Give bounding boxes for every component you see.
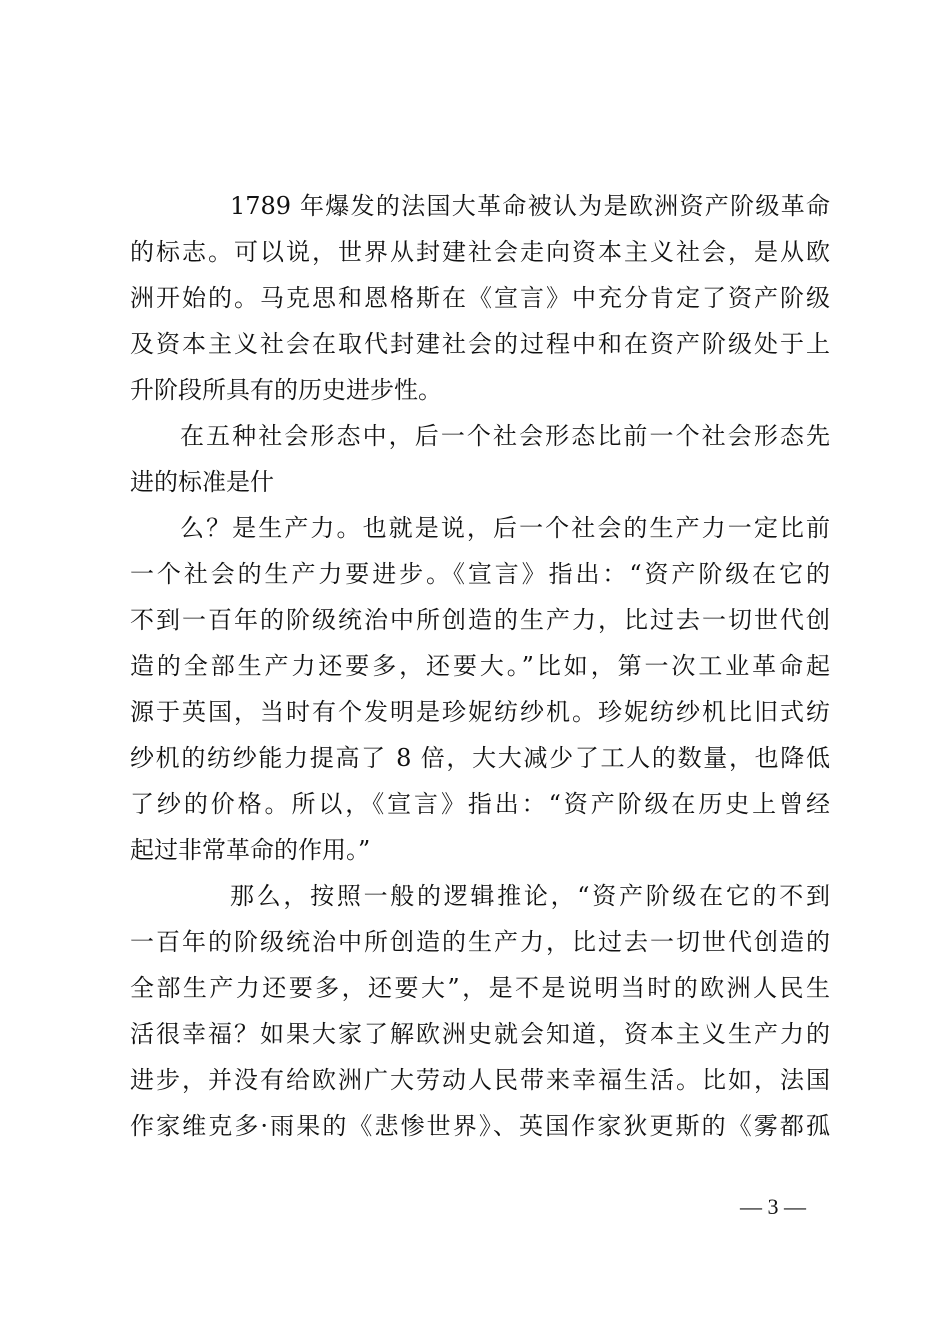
paragraph-1-line-1: 1789 年爆发的法国大革命被认为是欧洲资产阶级革命 bbox=[230, 192, 830, 220]
paragraph-1-line-2: 的标志。可以说，世界从封建社会走向资本主义社会，是从欧 bbox=[130, 238, 830, 266]
paragraph-4-line-5: 进步，并没有给欧洲广大劳动人民带来幸福生活。比如，法国 bbox=[130, 1066, 830, 1094]
paragraph-1-line-3: 洲开始的。马克思和恩格斯在《宣言》中充分肯定了资产阶级 bbox=[130, 284, 830, 312]
paragraph-3-line-7: 了纱的价格。所以，《宣言》指出：“资产阶级在历史上曾经 bbox=[130, 790, 830, 818]
paragraph-3-line-5: 源于英国，当时有个发明是珍妮纺纱机。珍妮纺纱机比旧式纺 bbox=[130, 698, 830, 726]
paragraph-4-line-3: 全部生产力还要多，还要大”，是不是说明当时的欧洲人民生 bbox=[130, 974, 830, 1002]
page-number: — 3 — bbox=[740, 1194, 806, 1219]
paragraph-4-line-1: 那么，按照一般的逻辑推论，“资产阶级在它的不到 bbox=[230, 882, 830, 910]
paragraph-4-line-2: 一百年的阶级统治中所创造的生产力，比过去一切世代创造的 bbox=[130, 928, 830, 956]
paragraph-4-line-4: 活很幸福？如果大家了解欧洲史就会知道，资本主义生产力的 bbox=[130, 1020, 830, 1048]
paragraph-3-line-3: 不到一百年的阶级统治中所创造的生产力，比过去一切世代创 bbox=[130, 606, 830, 634]
paragraph-2-line-2: 进的标准是什 bbox=[130, 468, 274, 496]
paragraph-1-line-5: 升阶段所具有的历史进步性。 bbox=[130, 376, 442, 404]
paragraph-4-line-6: 作家维克多·雨果的《悲惨世界》、英国作家狄更斯的《雾都孤 bbox=[130, 1112, 830, 1140]
paragraph-2-line-1: 在五种社会形态中，后一个社会形态比前一个社会形态先 bbox=[180, 422, 830, 450]
paragraph-3-line-2: 一个社会的生产力要进步。《宣言》指出：“资产阶级在它的 bbox=[130, 560, 830, 588]
paragraph-3-line-8: 起过非常革命的作用。” bbox=[130, 836, 371, 864]
paragraph-1-line-4: 及资本主义社会在取代封建社会的过程中和在资产阶级处于上 bbox=[130, 330, 830, 358]
paragraph-3-line-6: 纱机的纺纱能力提高了 8 倍，大大减少了工人的数量，也降低 bbox=[130, 744, 830, 772]
paragraph-3-line-1: 么？是生产力。也就是说，后一个社会的生产力一定比前 bbox=[180, 514, 830, 542]
paragraph-3-line-4: 造的全部生产力还要多，还要大。”比如，第一次工业革命起 bbox=[130, 652, 830, 680]
